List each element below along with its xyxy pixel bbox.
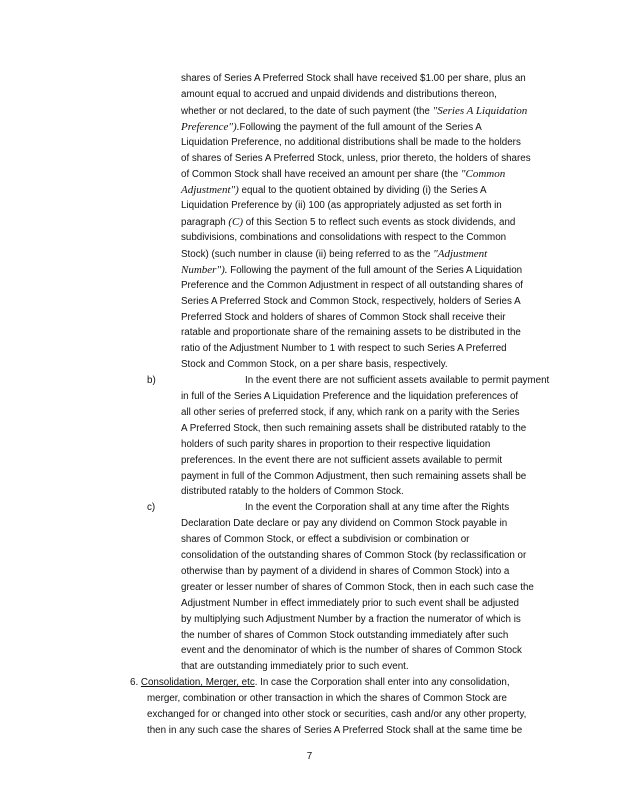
text-segment: 6.	[130, 677, 141, 689]
text-segment: Stock and Common Stock, on a per share basis, respectively.	[181, 359, 448, 371]
text-segment: Series A Preferred Stock and Common Stock, respectively, holders of Series A	[181, 295, 521, 307]
paragraph-c-line	[181, 630, 508, 642]
paragraph-b-line	[181, 471, 526, 483]
paragraph-b-marker: b)	[147, 375, 156, 387]
text-segment: subdivisions, combinations and consolidations with respect to the Common	[181, 232, 507, 243]
text-segment: event and the denominator of which is the number of shares of Common Stock	[181, 645, 522, 657]
text-segment: whether or not declared, to the date of such payment (the	[181, 105, 433, 117]
text-segment: Preferred Stock and holders of shares of Common Stock shall receive their	[181, 311, 506, 323]
section-heading: Consolidation, Merger, etc	[140, 677, 255, 689]
text-segment: of this Section 5 to reflect such events as stock dividends, and	[243, 217, 516, 229]
text-segment: A Preferred Stock, then such remaining assets shall be distributed ratably to the	[181, 422, 527, 434]
text-segment: the number of shares of Common Stock outstanding immediately after such	[181, 629, 509, 641]
text-segment: Following the payment of the full amount of the Series A	[239, 121, 482, 133]
paragraph-c-line	[181, 614, 521, 626]
section-6-line	[147, 725, 522, 737]
paragraph-a-line	[181, 248, 487, 261]
paragraph-c-line	[181, 645, 522, 657]
text-segment: Preference and the Common Adjustment in respect of all outstanding shares of	[181, 279, 523, 291]
text-segment: exchanged for or changed into other stock or securities, cash and/or any other property,	[147, 709, 527, 720]
section-6-line	[130, 677, 510, 689]
text-segment: ratable and proportionate share of the remaining assets to be distributed in the	[181, 327, 521, 339]
paragraph-c-line	[181, 550, 526, 562]
paragraph-b-line	[181, 391, 518, 403]
text-segment: Declaration Date declare or pay any dividend on Common Stock payable in	[181, 518, 508, 530]
text-segment: distributed ratably to the holders of Common Stock.	[181, 486, 404, 498]
text-segment: payment in full of the Common Adjustment, then such remaining assets shall be	[181, 470, 527, 482]
paragraph-a-line	[181, 153, 531, 165]
text-segment: . In case the Corporation shall enter into any consolidation,	[254, 677, 510, 689]
paragraph-a-line	[181, 89, 497, 101]
paragraph-c-line	[181, 598, 519, 610]
text-segment: shares of Series A Preferred Stock shall have received $1.00 per share, plus an	[181, 73, 526, 84]
defined-term: Adjustment")	[181, 184, 239, 197]
text-segment: ratio of the Adjustment Number to 1 with respect to such Series A Preferred	[181, 343, 507, 355]
section-6-line	[147, 693, 507, 705]
text-segment: then in any such case the shares of Series A Preferred Stock shall at the same time be	[147, 724, 523, 736]
paragraph-c-line	[181, 534, 469, 546]
text-segment: In the event the Corporation shall at any time after the Rights	[245, 502, 510, 514]
paragraph-a-line	[181, 216, 515, 229]
paragraph-b-line	[181, 407, 520, 419]
paragraph-c-line	[181, 566, 509, 578]
paragraph-b-line	[181, 439, 490, 451]
text-segment: all other series of preferred stock, if any, which rank on a parity with the Series	[181, 406, 520, 418]
defined-term: "Series A Liquidation	[432, 104, 528, 117]
paragraph-a-line	[181, 200, 502, 212]
text-segment: Following the payment of the full amount of the Series A Liquidation	[227, 264, 523, 276]
text-segment: Adjustment Number in effect immediately prior to such event shall be adjusted	[181, 597, 519, 609]
text-segment: amount equal to accrued and unpaid dividends and distributions thereon,	[181, 88, 497, 100]
text-segment: Liquidation Preference by (ii) 100 (as appropriately adjusted as set forth in	[181, 200, 502, 212]
text-segment: equal to the quotient obtained by dividing (i) the Series A	[238, 185, 487, 197]
paragraph-b-line	[245, 375, 549, 387]
text-segment: that are outstanding immediately prior to such event.	[181, 661, 409, 673]
text-segment: In the event there are not sufficient assets available to permit payment	[245, 375, 550, 387]
text-segment: Stock) (such number in clause (ii) being referred to as the	[181, 248, 434, 260]
paragraph-b-line	[181, 486, 404, 498]
paragraph-b-line	[181, 423, 526, 435]
text-segment: by multiplying such Adjustment Number by a fraction the numerator of which is	[181, 613, 521, 625]
text-segment: paragraph	[181, 217, 229, 229]
text-segment: of Common Stock shall have received an amount per share (the	[181, 169, 461, 181]
text-segment: shares of Common Stock, or effect a subdivision or combination or	[181, 534, 470, 546]
paragraph-a-line	[181, 121, 482, 134]
paragraph-a-line	[181, 105, 527, 118]
paragraph-a-line	[181, 359, 448, 371]
text-segment: otherwise than by payment of a dividend in shares of Common Stock) into a	[181, 565, 510, 577]
paragraph-a-line	[181, 327, 521, 339]
paragraph-c-line	[181, 661, 409, 673]
defined-term: (C)	[228, 216, 244, 229]
paragraph-a-line	[181, 137, 521, 149]
paragraph-c-line	[245, 502, 509, 514]
paragraph-a-line	[181, 184, 487, 197]
page-number: 7	[306, 751, 313, 762]
paragraph-a-line	[181, 168, 505, 181]
text-segment: greater or lesser number of shares of Common Stock, then in each such case the	[181, 581, 534, 593]
defined-term: Number").	[181, 263, 228, 276]
section-6-line	[147, 709, 526, 721]
paragraph-c-marker: c)	[147, 502, 156, 514]
text-segment: holders of such parity shares in proportion to their respective liquidation	[181, 438, 491, 450]
paragraph-a-line	[181, 296, 521, 308]
paragraph-b-line	[181, 455, 502, 467]
text-segment: Liquidation Preference, no additional distributions shall be made to the holders	[181, 136, 521, 148]
paragraph-a-line	[181, 73, 526, 85]
paragraph-c-line	[181, 582, 534, 594]
paragraph-a-line	[181, 264, 522, 277]
text-segment: consolidation of the outstanding shares of Common Stock (by reclassification or	[181, 550, 527, 561]
paragraph-a-line	[181, 232, 506, 244]
text-segment: of shares of Series A Preferred Stock, unless, prior thereto, the holders of shares	[181, 152, 531, 164]
paragraph-a-line	[181, 280, 523, 292]
text-segment: preferences. In the event there are not sufficient assets available to permit	[181, 454, 503, 466]
defined-term: "Common	[460, 168, 506, 181]
text-segment: merger, combination or other transaction in which the shares of Common Stock are	[147, 693, 507, 705]
defined-term: "Adjustment	[433, 247, 488, 260]
text-segment: in full of the Series A Liquidation Preference and the liquidation preferences of	[181, 391, 519, 402]
paragraph-c-line	[181, 518, 507, 530]
defined-term: Preference").	[181, 120, 240, 133]
paragraph-a-line	[181, 312, 506, 324]
paragraph-a-line	[181, 343, 507, 355]
